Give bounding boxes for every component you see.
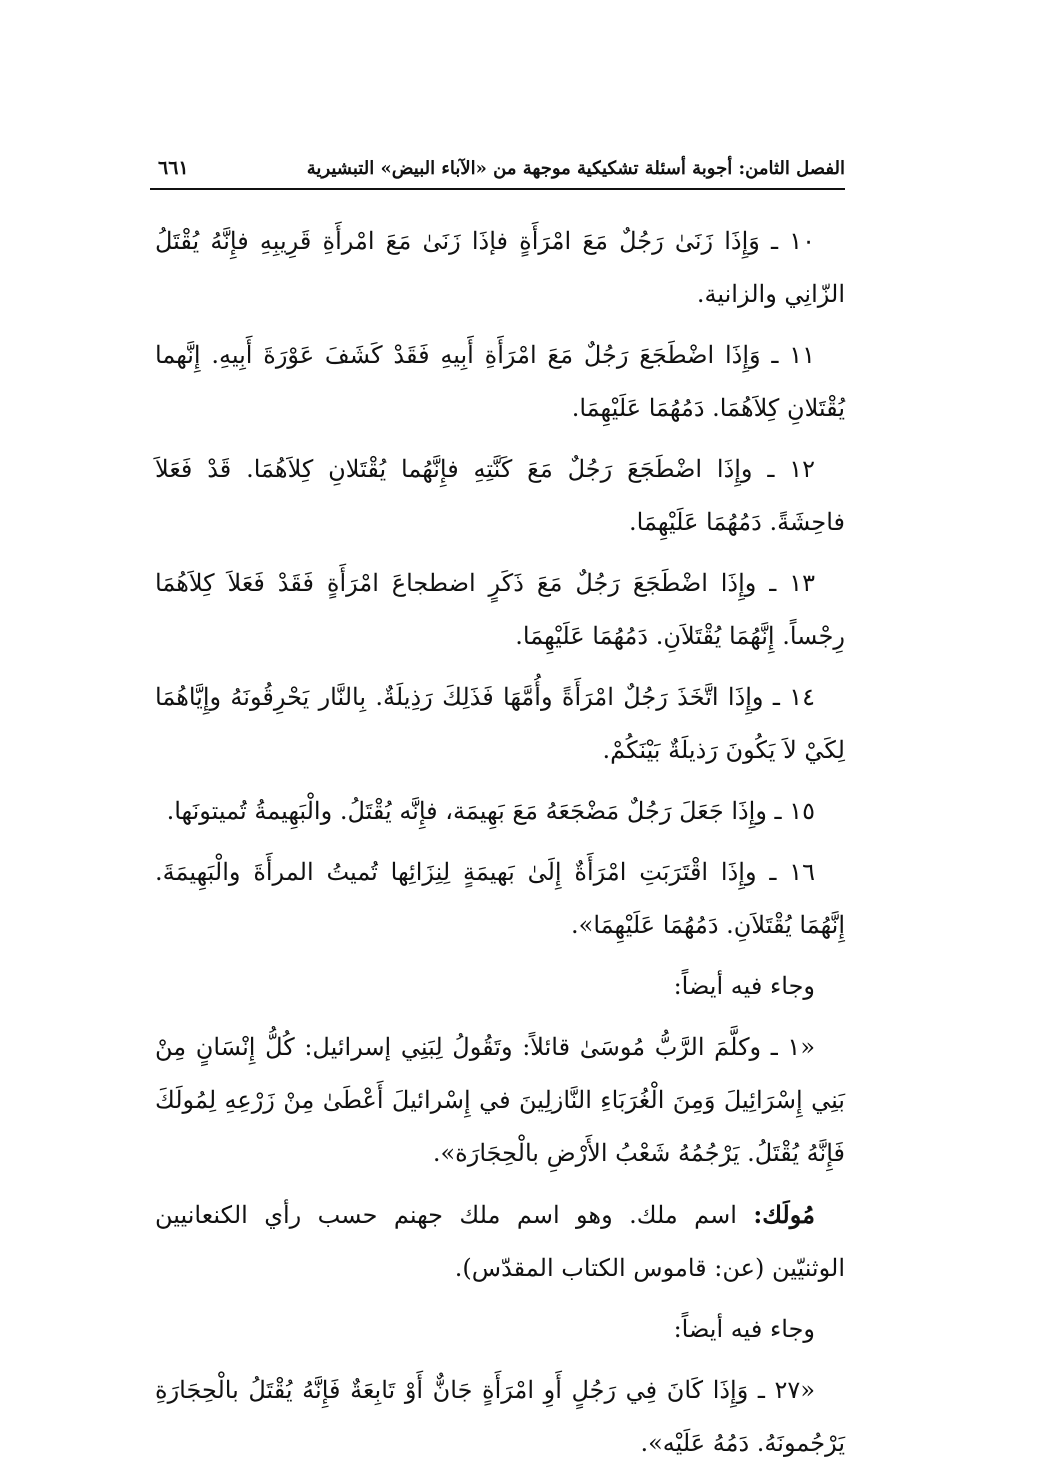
verse-10: ١٠ ـ وَإِذَا زَنَىٰ رَجُلٌ مَعَ امْرَأَةٍ فإذَا زَنَىٰ مَعَ امْرأَةِ قَرِيبِهِ فإِنَّهُ يُقْتَلُ الزّانِي والزانية. [155, 227, 845, 308]
moloch-note [155, 1188, 845, 1295]
page-number: ٦٦١ [158, 157, 189, 179]
header-title: الفصل الثامن: أجوبة أسئلة تشكيكية موجهة من «الآباء البيض» التبشيرية [306, 157, 845, 179]
verse-15: ١٥ ـ وإِذَا جَعَلَ رَجُلٌ مَضْجَعَهُ مَعَ بَهِيمَة، فإِنَّه يُقْتَلُ. والْبَهِيمةُ تُميتونَها. [166, 797, 815, 825]
quote-verse-27: «٢٧ ـ وَإِذَا كَانَ فِي رَجُلٍ أَوِ امْرَأَةٍ جَانٌّ أَوْ تَابِعَةٌ فَإِنَّهُ يُقْتَلُ بالْحِجَارَةِ يَرْجُمونَهُ. دَمُهُ عَلَيْه». [155, 1376, 845, 1457]
transition-line-1: وجاء فيه أيضاً: [673, 972, 815, 1000]
verse-12: ١٢ ـ وإِذَا اضْطَجَعَ رَجُلٌ مَعَ كَنَّتِهِ فإِنَّهُما يُقْتَلانِ كِلاَهُمَا. قَدْ فَعَلاَ فاحِشَةً. دَمُهُمَا عَلَيْهِمَا. [155, 455, 845, 536]
verse-11: ١١ ـ وَإِذَا اضْطَجَعَ رَجُلٌ مَعَ امْرَأَةِ أَبِيهِ فَقَدْ كَشَفَ عَوْرَةَ أَبِيهِ. إِنَّهما يُقْتَلانِ كِلاَهُمَا. دَمُهُمَا عَلَيْهِمَا. [155, 341, 845, 422]
quote-verse-1: «١ ـ وكلَّمَ الرَّبُّ مُوسَىٰ قائلاً: وتَقُولُ لِبَنِي إسرائيل: كُلُّ إِنْسَانٍ مِنْ بَنِي إِسْرَائِيلَ وَمِنَ الْغُرَبَاءِ النَّازلِينَ في إِسْرائيلَ أَعْطَىٰ مِنْ زَرْعِهِ لِمُولَكَ فَإِنَّهُ يُقْتَلُ. يَرْجُمُهُ شَعْبُ الأَرْضِ بالْحِجَارَة». [155, 1033, 845, 1167]
verse-14: ١٤ ـ وإِذَا اتَّخَذَ رَجُلٌ امْرَأَةً وأُمَّهَا فَذَلِكَ رَذِيلَةٌ. بِالنَّار يَحْرِقُونَهُ وإِيَّاهُمَا لِكَيْ لاَ يَكُونَ رَذيلَةٌ بَيْنَكُمْ. [155, 683, 845, 764]
page-body [155, 215, 845, 1478]
moloch-note-text: اسم ملك. وهو اسم ملك جهنم حسب رأي الكنعانيين الوثنيّين (عن: قاموس الكتاب المقدّس). [155, 1201, 845, 1282]
verse-16: ١٦ ـ وإِذَا اقْتَرَبَتِ امْرَأَةٌ إِلَىٰ بَهيمَةٍ لِنِزَائِها تُميتُ المرأَةَ والْبَهِيمَةَ. إِنَّهُمَا يُقْتَلاَنِ. دَمُهُمَا عَلَيْهِمَا». [155, 858, 845, 939]
running-header [150, 148, 845, 190]
moloch-note-label: مُولَك: [753, 1200, 815, 1229]
transition-line-2: وجاء فيه أيضاً: [673, 1315, 815, 1343]
verse-13: ١٣ ـ وإِذَا اضْطَجَعَ رَجُلٌ مَعَ ذَكَرٍ اضطجاعَ امْرَأَةٍ فَقَدْ فَعَلاَ كِلاَهُمَا رِجْساً. إِنَّهُمَا يُقْتَلاَنِ. دَمُهُمَا عَلَيْهِمَا. [155, 569, 845, 650]
